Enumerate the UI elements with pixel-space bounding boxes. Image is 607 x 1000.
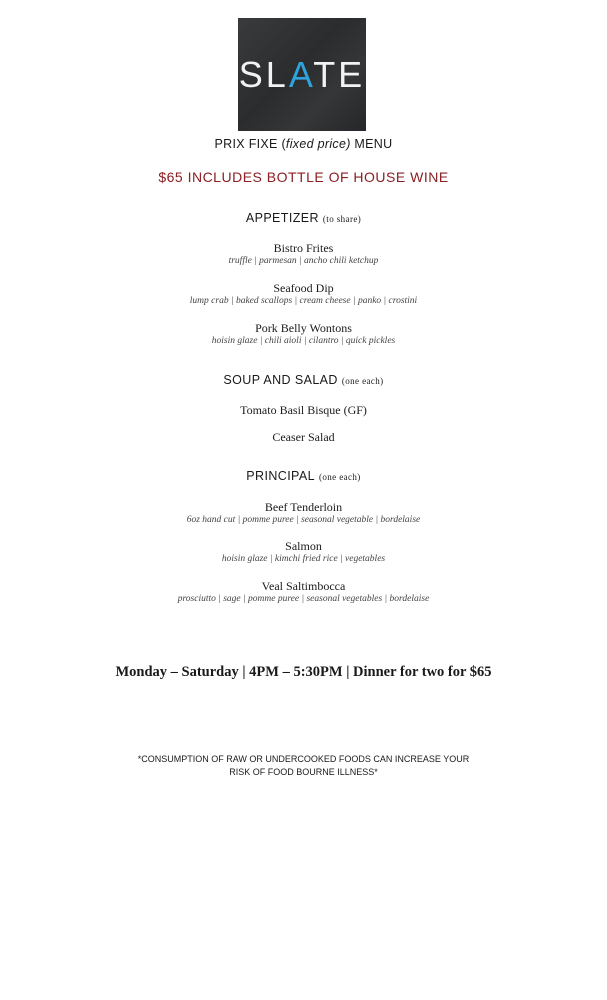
appetizer-note: (to share) (322, 214, 362, 224)
soup-salad-note: (one each) (341, 376, 384, 386)
logo-text-accent: A (288, 53, 314, 95)
menu-item-name: Seafood Dip (273, 281, 334, 295)
menu-item-name: Pork Belly Wontons (255, 321, 352, 335)
menu-item-desc: truffle | parmesan | ancho chili ketchup (228, 256, 379, 266)
menu-title (0, 137, 607, 151)
food-safety-disclaimer (0, 753, 607, 779)
disclaimer-line-1: *CONSUMPTION OF RAW OR UNDERCOOKED FOODS CAN INCREASE YOUR (137, 754, 470, 764)
logo-text-after: TE (313, 53, 366, 95)
menu-item-desc: hoisin glaze | kimchi fried rice | vegetables (221, 554, 386, 564)
menu-item-name: Salmon (285, 539, 322, 553)
title-prefix: PRIX FIXE ( (214, 137, 286, 151)
menu-item-name: Ceaser Salad (272, 430, 335, 444)
menu-item-desc: hoisin glaze | chili aioli | cilantro | quick pickles (211, 336, 396, 346)
appetizer-heading (0, 211, 607, 225)
soup-salad-heading-text: SOUP AND SALAD (223, 373, 338, 387)
schedule-line: Monday – Saturday | 4PM – 5:30PM | Dinner for two for $65 (115, 664, 492, 680)
menu-item-name: Veal Saltimbocca (261, 579, 346, 593)
logo-wordmark (239, 54, 365, 96)
principal-heading-text: PRINCIPAL (246, 469, 315, 483)
title-suffix: MENU (350, 137, 393, 151)
principal-heading (0, 469, 607, 483)
menu-item-name: Bistro Frites (273, 241, 334, 255)
wine-promo: $65 INCLUDES BOTTLE OF HOUSE WINE (158, 169, 449, 185)
menu-item-name: Beef Tenderloin (264, 500, 343, 514)
disclaimer-line-2: RISK OF FOOD BOURNE ILLNESS* (229, 767, 378, 777)
soup-salad-heading (0, 373, 607, 387)
menu-item-desc: 6oz hand cut | pomme puree | seasonal vegetable | bordelaise (186, 515, 421, 525)
menu-item-desc: lump crab | baked scallops | cream cheese | panko | crostini (189, 296, 418, 306)
logo-text-before: SL (238, 53, 289, 95)
appetizer-heading-text: APPETIZER (245, 211, 319, 225)
menu-item-desc: prosciutto | sage | pomme puree | seasonal vegetables | bordelaise (177, 594, 430, 604)
principal-note: (one each) (318, 472, 361, 482)
menu-item-name: Tomato Basil Bisque (GF) (240, 403, 367, 417)
slate-logo (238, 18, 366, 131)
title-italic: fixed price) (285, 137, 351, 151)
